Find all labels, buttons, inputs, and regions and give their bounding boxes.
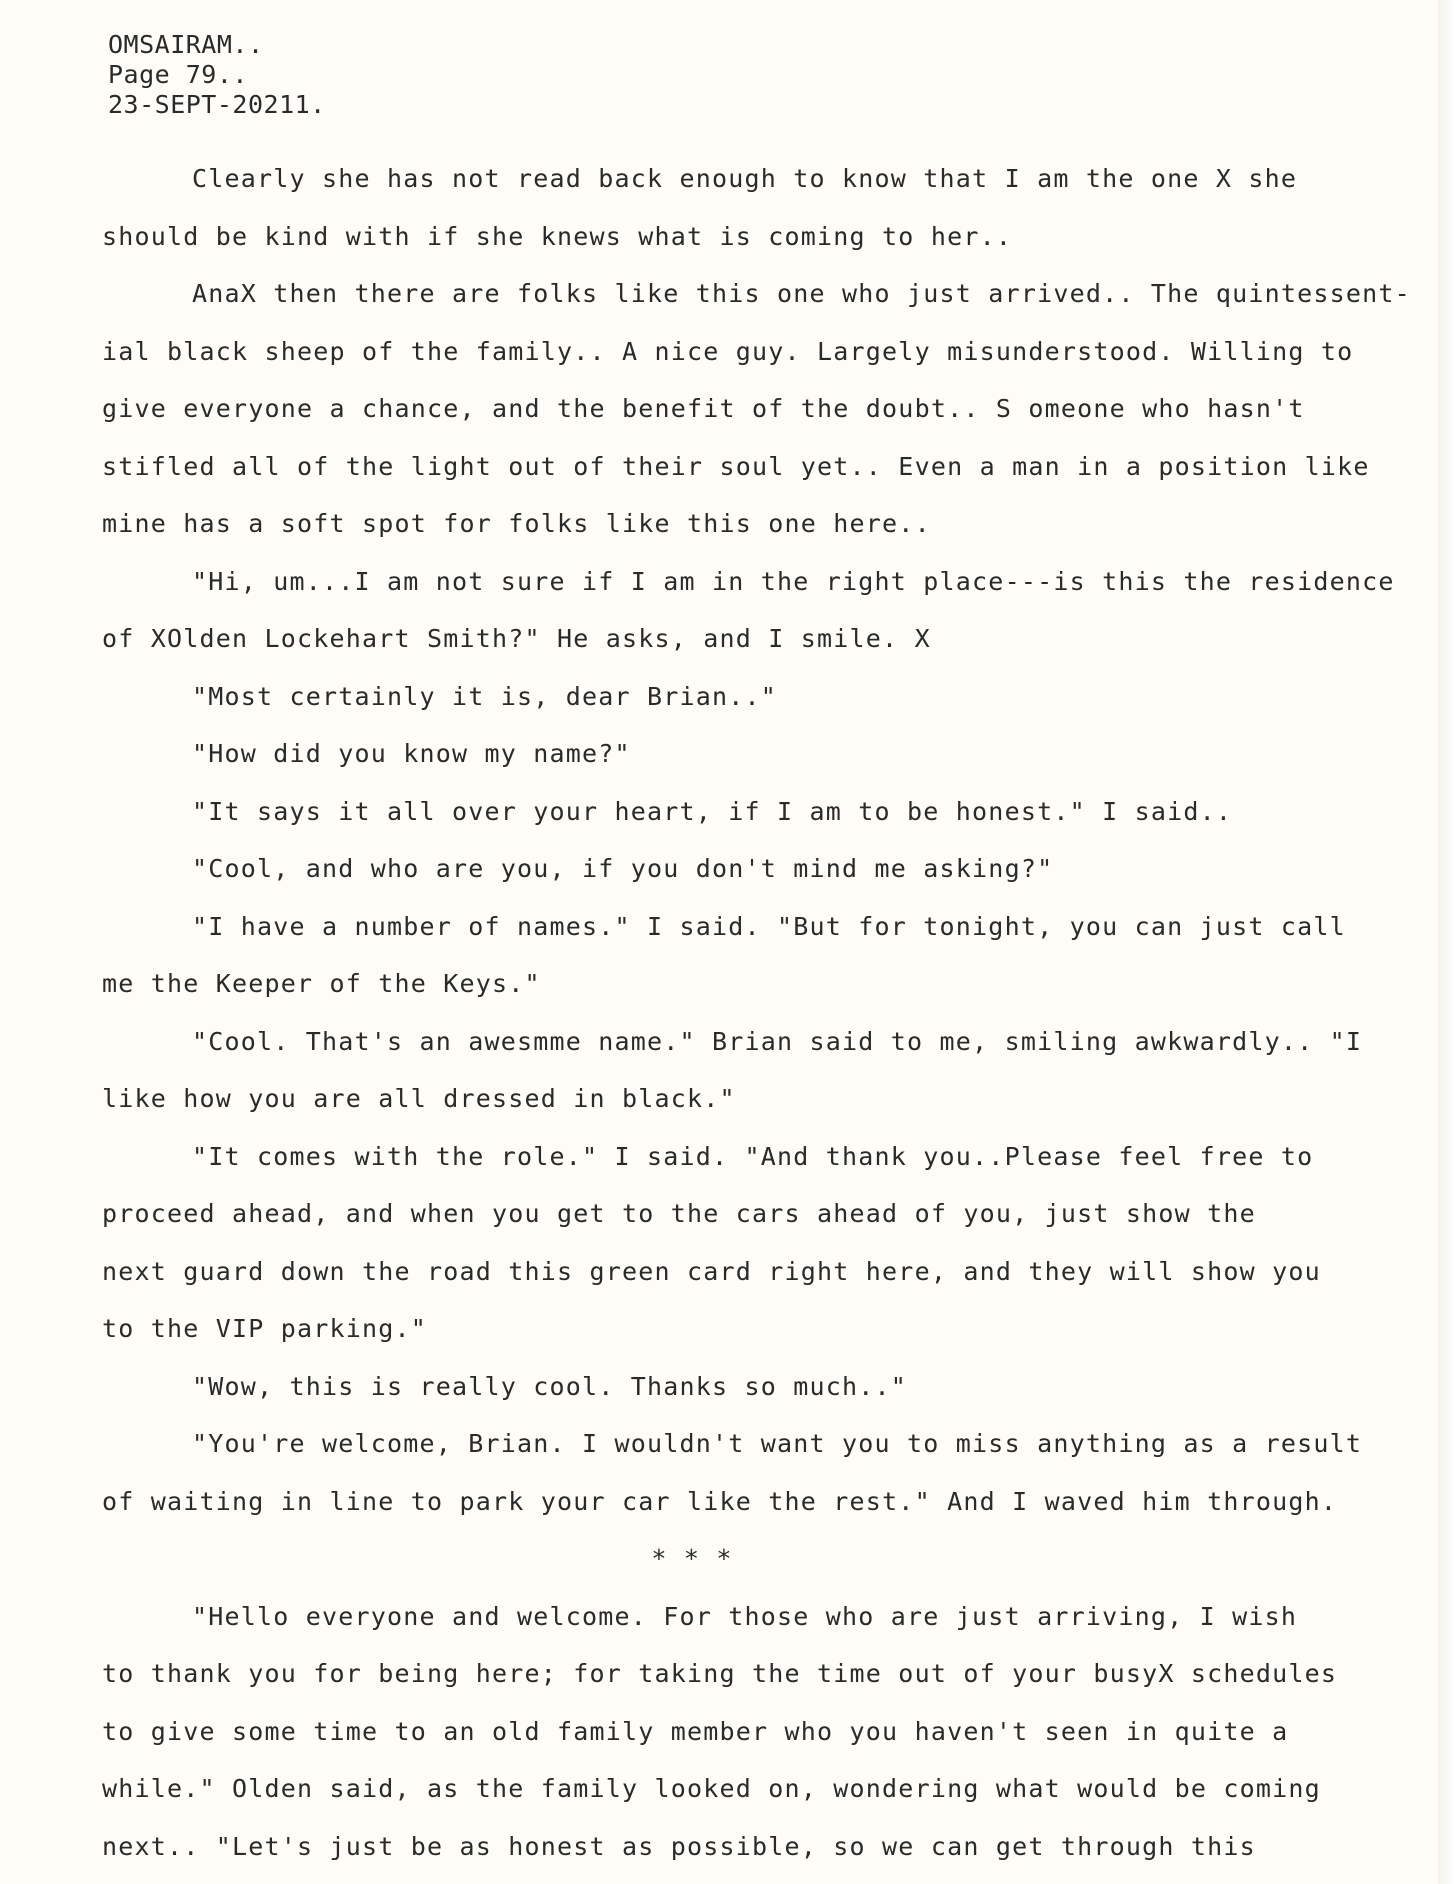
text-line: to give some time to an old family member who you haven't seen in quite a [102, 1716, 1289, 1746]
text-line: Clearly she has not read back enough to know that I am the one X she [192, 164, 1298, 193]
text-line: "Wow, this is really cool. Thanks so much.." [192, 1371, 908, 1401]
text-line: "Cool. That's an awesmme name." Brian said to me, smiling awkwardly.. "I [192, 1026, 1363, 1056]
text-line: stifled all of the light out of their soul yet.. Even a man in a position like [102, 451, 1370, 481]
text-line: next guard down the road this green card right here, and they will show you [102, 1256, 1321, 1286]
text-line: "Hi, um...I am not sure if I am in the right place---is this the residence [192, 566, 1395, 596]
text-line: "It says it all over your heart, if I am to be honest." I said.. [192, 796, 1233, 826]
text-line: should be kind with if she knews what is coming to her.. [102, 221, 1013, 251]
page-date: 23-SEPT-20211. [108, 90, 326, 119]
text-line: mine has a soft spot for folks like this one here.. [102, 509, 931, 538]
body-text [102, 150, 1442, 1875]
text-line: while." Olden said, as the family looked on, wondering what would be coming [102, 1774, 1321, 1803]
page-number: Page 79.. [108, 60, 248, 89]
text-line: to thank you for being here; for taking the time out of your busyX schedules [102, 1659, 1338, 1688]
text-line: AnaX then there are folks like this one who just arrived.. The quintessent- [192, 279, 1411, 308]
text-line: ial black sheep of the family.. A nice guy. Largely misunderstood. Willing to [102, 336, 1354, 366]
text-line: of XOlden Lockehart Smith?" He asks, and I smile. X [102, 624, 931, 653]
header-title: OMSAIRAM.. [108, 30, 264, 59]
text-line: next.. "Let's just be as honest as possible, so we can get through this [102, 1831, 1256, 1861]
text-line: "Most certainly it is, dear Brian.." [192, 681, 778, 711]
text-line: to the VIP parking." [102, 1314, 428, 1343]
text-line: proceed ahead, and when you get to the cars ahead of you, just show the [102, 1199, 1256, 1228]
text-line: "I have a number of names." I said. "But for tonight, you can just call [192, 911, 1346, 941]
text-line: of waiting in line to park your car like the rest." And I waved him through. [102, 1486, 1338, 1516]
text-line: "Hello everyone and welcome. For those who are just arriving, I wish [192, 1601, 1298, 1631]
text-line: like how you are all dressed in black." [102, 1084, 736, 1113]
section-break: * * * [651, 1544, 733, 1573]
text-line: give everyone a chance, and the benefit of the doubt.. S omeone who hasn't [102, 394, 1305, 423]
text-line: "It comes with the role." I said. "And thank you..Please feel free to [192, 1141, 1314, 1171]
text-line: me the Keeper of the Keys." [102, 969, 541, 998]
page-header [108, 30, 326, 120]
text-line: "How did you know my name?" [192, 739, 631, 768]
text-line: "Cool, and who are you, if you don't mind me asking?" [192, 854, 1054, 883]
text-line: "You're welcome, Brian. I wouldn't want you to miss anything as a result [192, 1429, 1363, 1458]
